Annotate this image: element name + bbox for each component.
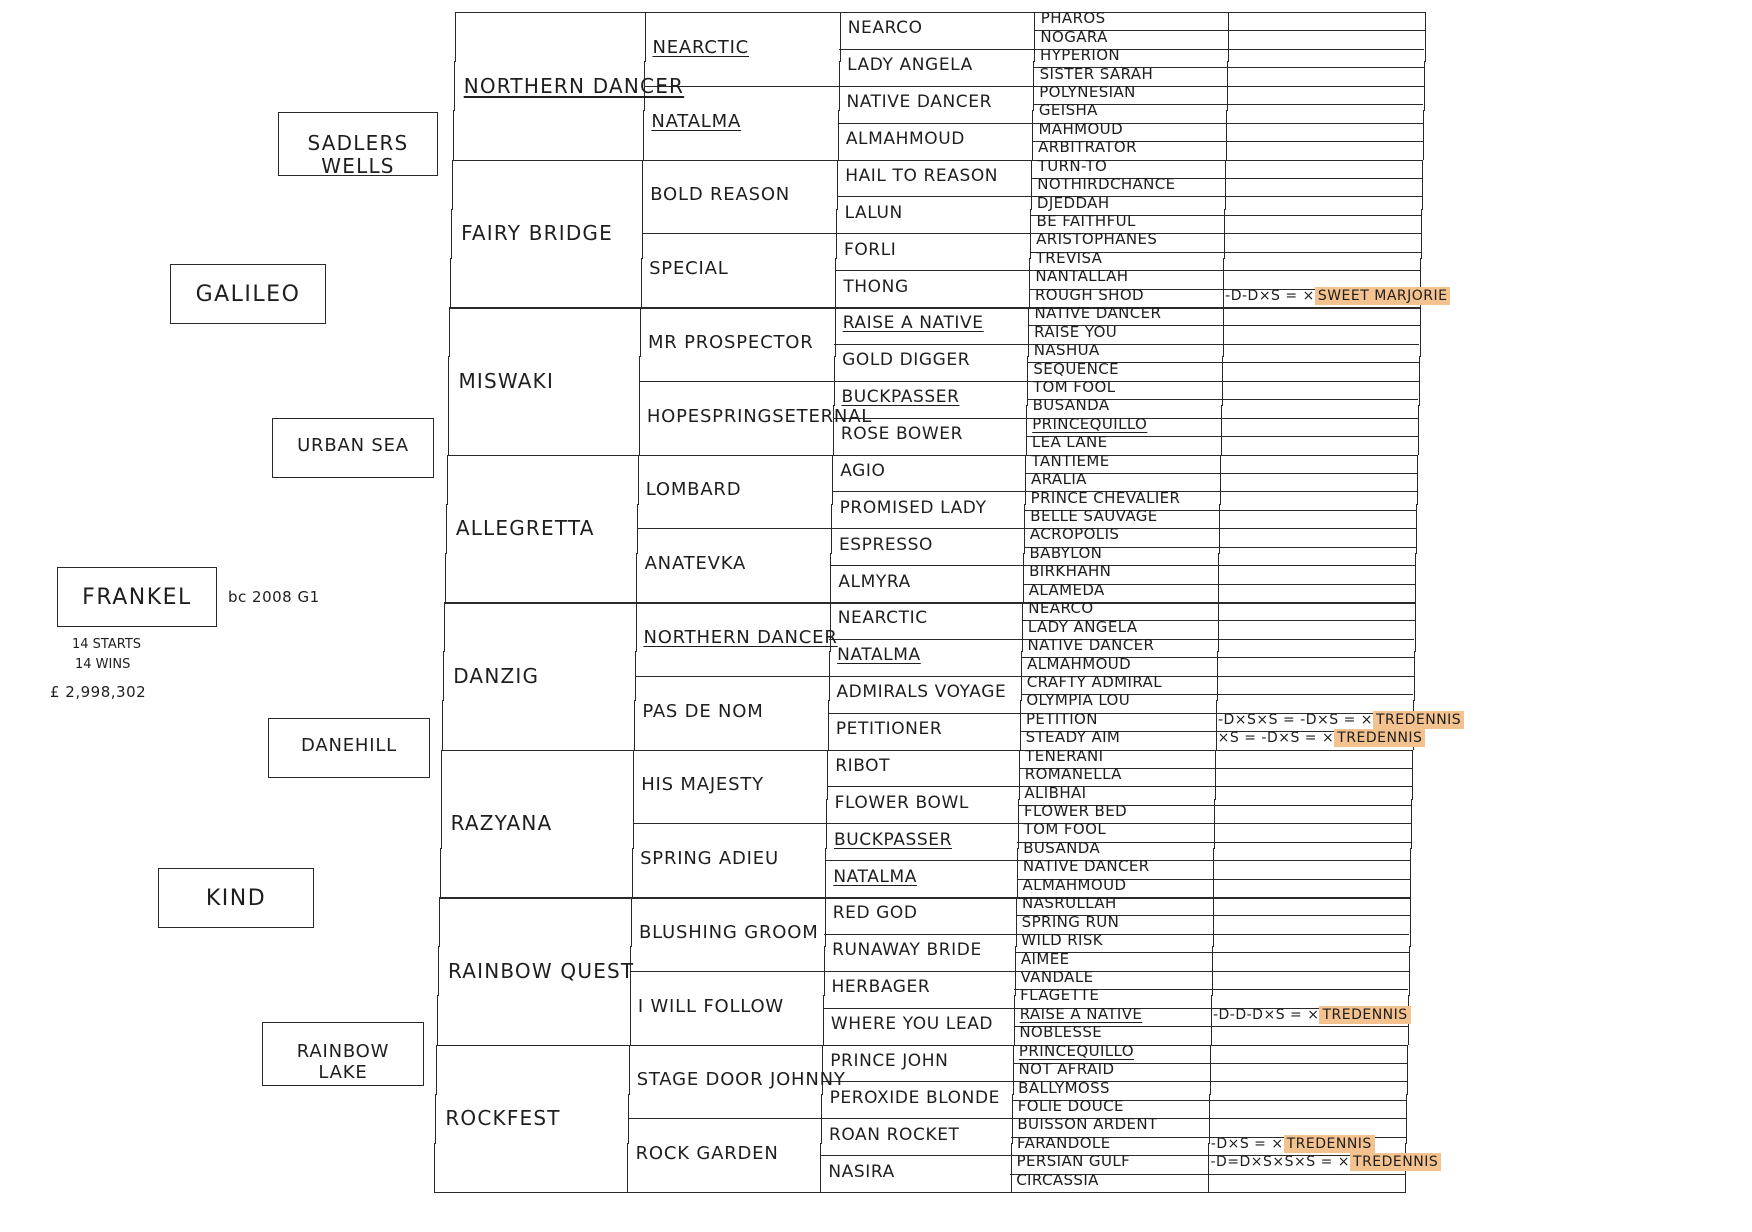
note-highlighted-name: SWEET MARJORIE (1315, 287, 1451, 305)
gen3-horse: ROCKFEST (445, 1106, 561, 1131)
column-rule (1014, 995, 1015, 1045)
column-rule (835, 258, 836, 308)
row-divider (824, 934, 1409, 935)
column-rule (642, 160, 643, 210)
row-divider (644, 86, 1424, 87)
gen6-horse: BIRKHAHN (1029, 562, 1112, 581)
gen5-horse: ROAN ROCKET (828, 1124, 960, 1145)
gen4-horse: STAGE DOOR JOHNNY (636, 1069, 846, 1091)
column-rule (1225, 160, 1226, 210)
gen6-horse: FARANDOLE (1016, 1133, 1111, 1152)
gen5-horse: PRINCE JOHN (830, 1050, 949, 1071)
dam-of-dam: RAINBOW LAKE (296, 1041, 390, 1083)
gen4-horse: SPRING ADIEU (640, 848, 779, 870)
column-rule (643, 110, 644, 160)
gen6-horse: NASHUA (1033, 341, 1100, 360)
row-divider (822, 1081, 1407, 1082)
gen3-horse: MISWAKI (458, 368, 555, 393)
note-formula: -D×S×S = -D×S = × (1217, 711, 1373, 728)
column-rule (1017, 848, 1018, 898)
gen6-horse: POLYNESIAN (1039, 82, 1136, 101)
gen6-horse: AIMEE (1020, 949, 1070, 968)
gen6-horse: HYPERION (1040, 46, 1121, 65)
column-rule (1417, 455, 1418, 505)
gen6-horse: FLAGETTE (1020, 986, 1100, 1005)
gen6-horse: TOM FOOL (1032, 377, 1116, 396)
gen6-horse: NEARCO (1028, 599, 1094, 618)
column-rule (830, 553, 831, 603)
column-rule (1420, 307, 1421, 357)
gen6-horse: STEADY AIM (1025, 728, 1121, 747)
column-rule (1415, 602, 1416, 652)
gen6-horse: OLYMPIA LOU (1026, 691, 1131, 710)
column-rule (1423, 110, 1424, 160)
note-formula: -D×S = × (1210, 1135, 1284, 1152)
gen4-horse: NATALMA (651, 110, 742, 132)
column-rule (442, 700, 443, 750)
gen5-horse: FORLI (843, 239, 897, 260)
column-rule (1028, 307, 1029, 357)
column-rule (435, 1094, 436, 1144)
column-rule (838, 110, 839, 160)
column-rule (1019, 750, 1020, 800)
gen3-horse: DANZIG (453, 663, 540, 688)
column-rule (1226, 110, 1227, 160)
gen6-horse: ALIBHAI (1024, 783, 1087, 802)
chart-top-rule (455, 12, 1425, 13)
column-rule (1011, 1143, 1012, 1193)
column-rule (1211, 995, 1212, 1045)
gen6-horse: RAISE A NATIVE (1019, 1004, 1143, 1023)
column-rule (640, 307, 641, 357)
column-rule (451, 209, 452, 259)
column-rule (1034, 12, 1035, 62)
column-rule (1406, 1094, 1407, 1144)
gen6-horse: PETITION (1025, 709, 1098, 728)
gen4-horse: NEARCTIC (652, 36, 750, 58)
column-rule (1213, 897, 1214, 947)
gen5-horse: PETITIONER (835, 719, 943, 740)
column-rule (636, 602, 637, 652)
gen4-horse: SPECIAL (649, 258, 729, 280)
gen5-horse: WHERE YOU LEAD (830, 1014, 994, 1035)
gen6-horse: PRINCEQUILLO (1018, 1041, 1134, 1060)
column-rule (1414, 651, 1415, 701)
row-divider (447, 455, 1417, 456)
column-rule (437, 995, 438, 1045)
gen6-horse: NOT AFRAID (1018, 1060, 1115, 1079)
chart-bottom-rule (434, 1192, 1405, 1193)
gen3-horse: NORTHERN DANCER (463, 73, 685, 98)
gen5-horse: LALUN (844, 202, 903, 223)
column-rule (449, 307, 450, 357)
gen6-horse: WILD RISK (1021, 931, 1104, 950)
column-rule (840, 12, 841, 62)
sire-of-sire: SADLERS WELLS (307, 131, 409, 178)
gen4-horse: BLUSHING GROOM (638, 921, 819, 943)
column-rule (1032, 110, 1033, 160)
gen5-horse: BUCKPASSER (833, 829, 952, 850)
column-rule (1025, 455, 1026, 505)
gen5-horse: AGIO (840, 460, 886, 481)
column-rule (1228, 12, 1229, 62)
column-rule (633, 750, 634, 800)
gen6-horse: ROMANELLA (1024, 765, 1122, 784)
gen6-horse: TENERANI (1025, 746, 1104, 765)
note-formula: -D-D×S = × (1225, 287, 1315, 304)
gen6-horse: SISTER SARAH (1039, 64, 1154, 83)
column-rule (1023, 553, 1024, 603)
column-rule (448, 356, 449, 406)
column-rule (1416, 504, 1417, 554)
gen5-horse: RED GOD (832, 903, 918, 924)
horse-name: FRANKEL (82, 585, 192, 610)
gen6-horse: MAHMOUD (1038, 119, 1124, 138)
column-rule (453, 110, 454, 160)
column-rule (638, 455, 639, 505)
gen6-horse: PERSIAN GULF (1016, 1152, 1131, 1171)
column-rule (823, 995, 824, 1045)
gen6-horse: SEQUENCE (1033, 359, 1120, 378)
column-rule (837, 160, 838, 210)
column-rule (1410, 848, 1411, 898)
gen5-horse: LADY ANGELA (847, 55, 973, 76)
column-rule (455, 12, 456, 62)
column-rule (450, 258, 451, 308)
column-rule (454, 61, 455, 111)
gen4-horse: I WILL FOLLOW (637, 995, 785, 1017)
column-rule (632, 848, 633, 898)
column-rule (825, 848, 826, 898)
gen5-horse: THONG (843, 276, 909, 297)
gen4-horse: LOMBARD (645, 479, 742, 501)
prize-money: £ 2,998,302 (50, 683, 147, 701)
gen4-horse: MR PROSPECTOR (647, 331, 814, 353)
gen6-horse: VANDALE (1020, 967, 1094, 986)
gen6-horse: TANTIEME (1031, 451, 1110, 470)
column-rule (1208, 1143, 1209, 1193)
gen5-horse: RUNAWAY BRIDE (832, 940, 982, 961)
column-rule (1422, 160, 1423, 210)
line-breeding-note (1225, 289, 1450, 303)
gen6-horse: ROUGH SHOD (1034, 285, 1144, 304)
column-rule (1031, 160, 1032, 210)
column-rule (636, 553, 637, 603)
gen5-horse: NATIVE DANCER (846, 92, 992, 113)
note-highlighted-name: TREDENNIS (1319, 1006, 1410, 1024)
gen6-horse: BUISSON ARDENT (1017, 1115, 1158, 1134)
gen6-horse: RAISE YOU (1034, 322, 1118, 341)
gen6-horse: FOLIE DOUCE (1017, 1097, 1124, 1116)
gen5-horse: FLOWER BOWL (834, 792, 969, 813)
column-rule (439, 897, 440, 947)
column-rule (832, 455, 833, 505)
gen6-horse: BUSANDA (1023, 838, 1101, 857)
column-rule (1418, 405, 1419, 455)
gen6-horse: TURN-TO (1037, 156, 1108, 175)
column-rule (1409, 946, 1410, 996)
row-divider (639, 381, 1418, 382)
line-breeding-note (1218, 713, 1464, 727)
gen6-horse: NOBLESSE (1019, 1023, 1103, 1042)
column-rule (444, 602, 445, 652)
gen4-horse: HOPESPRINGSETERNAL (646, 405, 873, 427)
column-rule (1215, 750, 1216, 800)
note-highlighted-name: TREDENNIS (1350, 1153, 1441, 1171)
foaling-and-class: bc 2008 G1 (228, 588, 320, 606)
column-rule (820, 1143, 821, 1193)
half-divider (445, 602, 1416, 604)
gen4-horse: ANATEVKA (644, 553, 747, 575)
gen5-horse: PROMISED LADY (839, 497, 987, 518)
gen6-horse: PRINCEQUILLO (1032, 414, 1148, 433)
column-rule (1022, 602, 1023, 652)
row-divider (633, 823, 1412, 824)
column-rule (835, 307, 836, 357)
gen4-horse: ROCK GARDEN (635, 1143, 779, 1165)
gen5-horse: BUCKPASSER (841, 387, 960, 408)
gen4-horse: NORTHERN DANCER (643, 626, 838, 648)
column-rule (1421, 209, 1422, 259)
gen6-horse: PRINCE CHEVALIER (1030, 488, 1181, 507)
row-divider (839, 49, 1424, 50)
gen5-horse: NEARCO (847, 18, 923, 39)
column-rule (1425, 12, 1426, 62)
gen6-horse: GEISHA (1038, 101, 1098, 120)
half-divider (439, 897, 1410, 899)
line-breeding-note (1218, 731, 1426, 745)
column-rule (1213, 848, 1214, 898)
sire: GALILEO (195, 282, 301, 307)
gen5-horse: ESPRESSO (838, 534, 934, 555)
column-rule (1029, 258, 1030, 308)
column-rule (639, 405, 640, 455)
gen6-horse: NATIVE DANCER (1034, 304, 1162, 323)
row-divider (837, 196, 1422, 197)
column-rule (448, 405, 449, 455)
sire-of-dam: DANEHILL (301, 735, 397, 756)
column-rule (1419, 356, 1420, 406)
race-wins: 14 WINS (75, 657, 131, 672)
row-divider (442, 750, 1413, 751)
column-rule (445, 553, 446, 603)
column-rule (634, 700, 635, 750)
gen5-horse: RAISE A NATIVE (842, 313, 984, 334)
column-rule (828, 700, 829, 750)
gen5-horse: NASIRA (828, 1161, 895, 1182)
note-formula: ×S = -D×S = × (1217, 730, 1335, 747)
gen5-horse: PEROXIDE BLONDE (829, 1087, 1001, 1108)
column-rule (1221, 405, 1222, 455)
gen6-horse: BALLYMOSS (1018, 1078, 1110, 1097)
gen6-horse: TREVISA (1035, 248, 1103, 267)
gen5-horse: ALMYRA (838, 571, 911, 592)
gen3-horse: FAIRY BRIDGE (461, 221, 613, 246)
gen6-horse: NATIVE DANCER (1027, 636, 1155, 655)
gen6-horse: NOGARA (1040, 27, 1108, 46)
column-rule (1411, 799, 1412, 849)
gen6-horse: TOM FOOL (1023, 820, 1107, 839)
note-formula: -D=D×S×S×S = × (1210, 1154, 1351, 1171)
gen6-horse: BELLE SAUVAGE (1030, 507, 1158, 526)
gen5-horse: RIBOT (835, 755, 891, 776)
gen6-horse: ALMAHMOUD (1022, 875, 1127, 894)
row-divider (635, 676, 1414, 677)
column-rule (452, 160, 453, 210)
line-breeding-note (1213, 1008, 1411, 1022)
column-rule (1013, 1045, 1014, 1095)
column-rule (1410, 897, 1411, 947)
gen6-horse: NASRULLAH (1022, 894, 1117, 913)
gen3-horse: ALLEGRETTA (455, 516, 595, 541)
column-rule (827, 750, 828, 800)
note-highlighted-name: TREDENNIS (1284, 1135, 1375, 1153)
dam-of-sire: URBAN SEA (297, 435, 409, 456)
gen5-horse: GOLD DIGGER (842, 350, 971, 371)
column-rule (1218, 553, 1219, 603)
gen6-horse: ARALIA (1031, 470, 1087, 489)
column-rule (1020, 700, 1021, 750)
column-rule (1412, 750, 1413, 800)
column-rule (434, 1143, 435, 1193)
gen6-horse: BUSANDA (1032, 396, 1110, 415)
gen3-horse: RAZYANA (450, 811, 553, 836)
line-breeding-note (1211, 1137, 1375, 1151)
column-rule (1210, 1045, 1211, 1095)
line-breeding-note (1210, 1155, 1441, 1169)
half-divider (450, 307, 1420, 309)
gen6-horse: CIRCASSIA (1016, 1170, 1099, 1189)
gen6-horse: ALMAHMOUD (1027, 654, 1132, 673)
gen5-horse: NATALMA (837, 645, 921, 666)
gen5-horse: NATALMA (833, 866, 918, 887)
column-rule (447, 455, 448, 505)
row-divider (831, 565, 1416, 566)
gen6-horse: BE FAITHFUL (1036, 212, 1136, 231)
column-rule (441, 750, 442, 800)
gen5-horse: HERBAGER (831, 977, 931, 998)
column-rule (441, 799, 442, 849)
gen4-horse: BOLD REASON (650, 184, 791, 206)
column-rule (440, 848, 441, 898)
column-rule (1424, 61, 1425, 111)
gen6-horse: DJEDDAH (1036, 193, 1110, 212)
race-starts: 14 STARTS (72, 637, 142, 652)
gen6-horse: LADY ANGELA (1027, 617, 1138, 636)
column-rule (631, 897, 632, 947)
column-rule (630, 995, 631, 1045)
gen6-horse: FLOWER BED (1024, 802, 1128, 821)
dam: KIND (205, 886, 267, 911)
note-highlighted-name: TREDENNIS (1334, 729, 1425, 747)
gen6-horse: PHAROS (1040, 9, 1106, 28)
gen5-horse: ROSE BOWER (840, 424, 964, 445)
row-divider (637, 528, 1416, 529)
gen6-horse: CRAFTY ADMIRAL (1026, 672, 1162, 691)
gen3-horse: RAINBOW QUEST (447, 958, 635, 983)
row-divider (827, 786, 1412, 787)
column-rule (446, 504, 447, 554)
gen6-horse: ARISTOPHANES (1036, 230, 1158, 249)
gen5-horse: HAIL TO REASON (845, 165, 999, 186)
gen5-horse: ALMAHMOUD (845, 129, 965, 150)
row-divider (1015, 952, 1409, 953)
gen6-horse: SPRING RUN (1021, 912, 1120, 931)
gen4-horse: HIS MAJESTY (641, 774, 764, 796)
column-rule (629, 1045, 630, 1095)
column-rule (1223, 307, 1224, 357)
row-divider (834, 344, 1419, 345)
row-divider (452, 160, 1422, 161)
row-divider (642, 233, 1422, 234)
gen6-horse: NOTHIRDCHANCE (1037, 175, 1176, 194)
column-rule (436, 1045, 437, 1095)
row-divider (838, 123, 1423, 124)
column-rule (641, 258, 642, 308)
gen5-horse: NEARCTIC (837, 608, 928, 629)
note-formula: -D-D-D×S = × (1212, 1006, 1320, 1023)
column-rule (1220, 455, 1221, 505)
gen6-horse: ALAMEDA (1028, 580, 1105, 599)
row-divider (437, 1045, 1408, 1046)
gen6-horse: ARBITRATOR (1038, 138, 1137, 157)
column-rule (1016, 897, 1017, 947)
column-rule (443, 651, 444, 701)
column-rule (627, 1143, 628, 1193)
gen5-horse: ADMIRALS VOYAGE (836, 682, 1007, 703)
gen6-horse: LEA LANE (1031, 433, 1108, 452)
gen4-horse: PAS DE NOM (642, 700, 764, 722)
gen6-horse: NANTALLAH (1035, 267, 1129, 286)
gen6-horse: NATIVE DANCER (1022, 857, 1150, 876)
column-rule (825, 897, 826, 947)
column-rule (438, 946, 439, 996)
column-rule (1218, 602, 1219, 652)
column-rule (645, 12, 646, 62)
column-rule (1415, 553, 1416, 603)
gen6-horse: ACROPOLIS (1029, 525, 1120, 544)
column-rule (1407, 1045, 1408, 1095)
note-highlighted-name: TREDENNIS (1373, 711, 1464, 729)
gen6-horse: BABYLON (1029, 543, 1103, 562)
column-rule (1026, 405, 1027, 455)
